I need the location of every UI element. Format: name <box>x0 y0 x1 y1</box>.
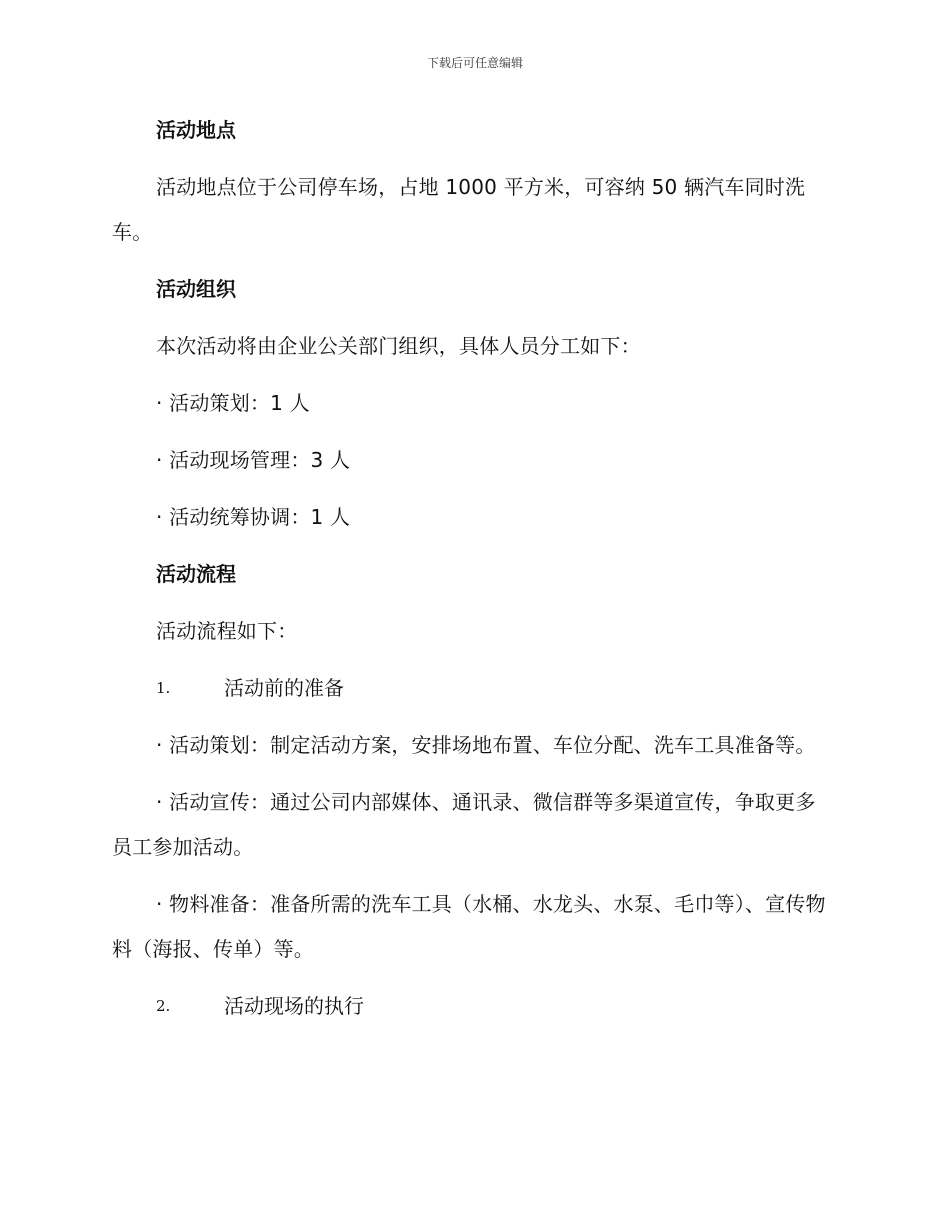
document-body <box>112 108 834 1041</box>
paragraph-process: 活动流程如下： <box>156 619 298 643</box>
list-item: · 活动策划：制定活动方案，安排场地布置、车位分配、洗车工具准备等。 <box>156 733 816 757</box>
numbered-step-1 <box>112 666 834 710</box>
list-item: · 活动宣传：通过公司内部媒体、通讯录、微信群等多渠道宣传，争取更多员工参加活动。 <box>112 790 816 859</box>
list-item: · 物料准备：准备所需的洗车工具（水桶、水龙头、水泵、毛巾等）、宣传物料（海报、传单）等。 <box>112 892 826 961</box>
section-title-process: 活动流程 <box>156 562 236 586</box>
step-number: 1. <box>156 679 171 697</box>
list-item: · 活动策划：1 人 <box>156 391 310 415</box>
paragraph-organization: 本次活动将由企业公关部门组织，具体人员分工如下： <box>156 334 641 358</box>
numbered-step-2 <box>112 984 834 1028</box>
page-header: 下载后可任意编辑 <box>426 56 523 70</box>
step-label: 活动前的准备 <box>224 676 344 700</box>
step-number: 2. <box>156 997 171 1015</box>
paragraph-location: 活动地点位于公司停车场，占地 1000 平方米，可容纳 50 辆汽车同时洗车。 <box>112 175 806 244</box>
list-item: · 活动现场管理：3 人 <box>156 448 351 472</box>
list-item: · 活动统筹协调：1 人 <box>156 505 351 529</box>
step-label: 活动现场的执行 <box>224 994 364 1018</box>
section-title-location: 活动地点 <box>156 118 236 142</box>
section-title-organization: 活动组织 <box>156 277 236 301</box>
